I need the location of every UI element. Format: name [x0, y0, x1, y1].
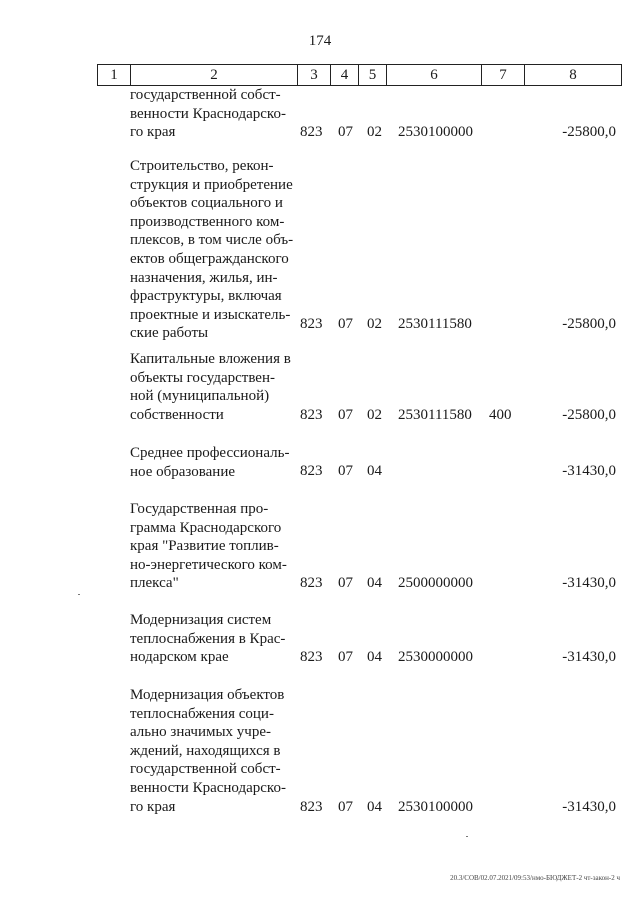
- row-target-code: 2530100000: [398, 124, 473, 140]
- header-col-8: 8: [525, 65, 622, 86]
- row-ministry-code: 823: [300, 316, 323, 332]
- row-expense-type: 400: [489, 407, 512, 423]
- row-amount: -31430,0: [562, 575, 616, 591]
- row-ministry-code: 823: [300, 575, 323, 591]
- row-description: Государственная про- грамма Краснодарского края "Развитие топлив- но-энергетического ком- плекса": [130, 501, 287, 592]
- row-target-code: 2500000000: [398, 575, 473, 591]
- row-subsection-code: 02: [367, 124, 382, 140]
- scan-speck: [466, 836, 468, 837]
- row-section-code: 07: [338, 407, 353, 423]
- row-subsection-code: 02: [367, 316, 382, 332]
- row-ministry-code: 823: [300, 649, 323, 665]
- header-col-3: 3: [298, 65, 331, 86]
- row-description: Строительство, рекон- струкция и приобретение объектов социального и производственного ком- плексов, в том числе объ- ектов общегражданского назначения, жилья, ин- фраструктуры, включая проектные и изыскатель- ские работы: [130, 158, 294, 342]
- header-col-2: 2: [131, 65, 298, 86]
- row-ministry-code: 823: [300, 124, 323, 140]
- row-target-code: 2530111580: [398, 407, 472, 423]
- row-subsection-code: 02: [367, 407, 382, 423]
- row-ministry-code: 823: [300, 407, 323, 423]
- row-amount: -25800,0: [562, 316, 616, 332]
- row-amount: -25800,0: [562, 124, 616, 140]
- row-description: Среднее профессиональ- ное образование: [130, 445, 290, 480]
- document-footer: 20.3/СОВ/02.07.2021/09:53/нмо-БЮДЖЕТ-2 чт-закон-2 ч: [450, 874, 620, 882]
- row-description: Модернизация объектов теплоснабжения соци- ально значимых учре- ждений, находящихся в государственной собст- венности Краснодарско- го края: [130, 687, 286, 815]
- row-target-code: 2530100000: [398, 799, 473, 815]
- row-section-code: 07: [338, 463, 353, 479]
- header-col-5: 5: [359, 65, 387, 86]
- row-section-code: 07: [338, 575, 353, 591]
- scan-speck: [78, 594, 80, 595]
- row-section-code: 07: [338, 799, 353, 815]
- row-description: Модернизация систем теплоснабжения в Крас- нодарском крае: [130, 612, 286, 666]
- row-target-code: 2530000000: [398, 649, 473, 665]
- row-ministry-code: 823: [300, 799, 323, 815]
- row-subsection-code: 04: [367, 575, 382, 591]
- row-section-code: 07: [338, 316, 353, 332]
- row-subsection-code: 04: [367, 649, 382, 665]
- row-subsection-code: 04: [367, 463, 382, 479]
- header-col-6: 6: [387, 65, 482, 86]
- row-subsection-code: 04: [367, 799, 382, 815]
- row-target-code: 2530111580: [398, 316, 472, 332]
- row-amount: -31430,0: [562, 799, 616, 815]
- row-description: государственной собст- венности Краснодарско- го края: [130, 87, 286, 141]
- header-col-7: 7: [482, 65, 525, 86]
- row-amount: -25800,0: [562, 407, 616, 423]
- header-col-4: 4: [331, 65, 359, 86]
- row-section-code: 07: [338, 124, 353, 140]
- page-number: 174: [308, 33, 332, 49]
- row-amount: -31430,0: [562, 463, 616, 479]
- header-col-1: 1: [98, 65, 131, 86]
- row-section-code: 07: [338, 649, 353, 665]
- row-amount: -31430,0: [562, 649, 616, 665]
- row-description: Капитальные вложения в объекты государствен- ной (муниципальной) собственности: [130, 351, 291, 423]
- row-ministry-code: 823: [300, 463, 323, 479]
